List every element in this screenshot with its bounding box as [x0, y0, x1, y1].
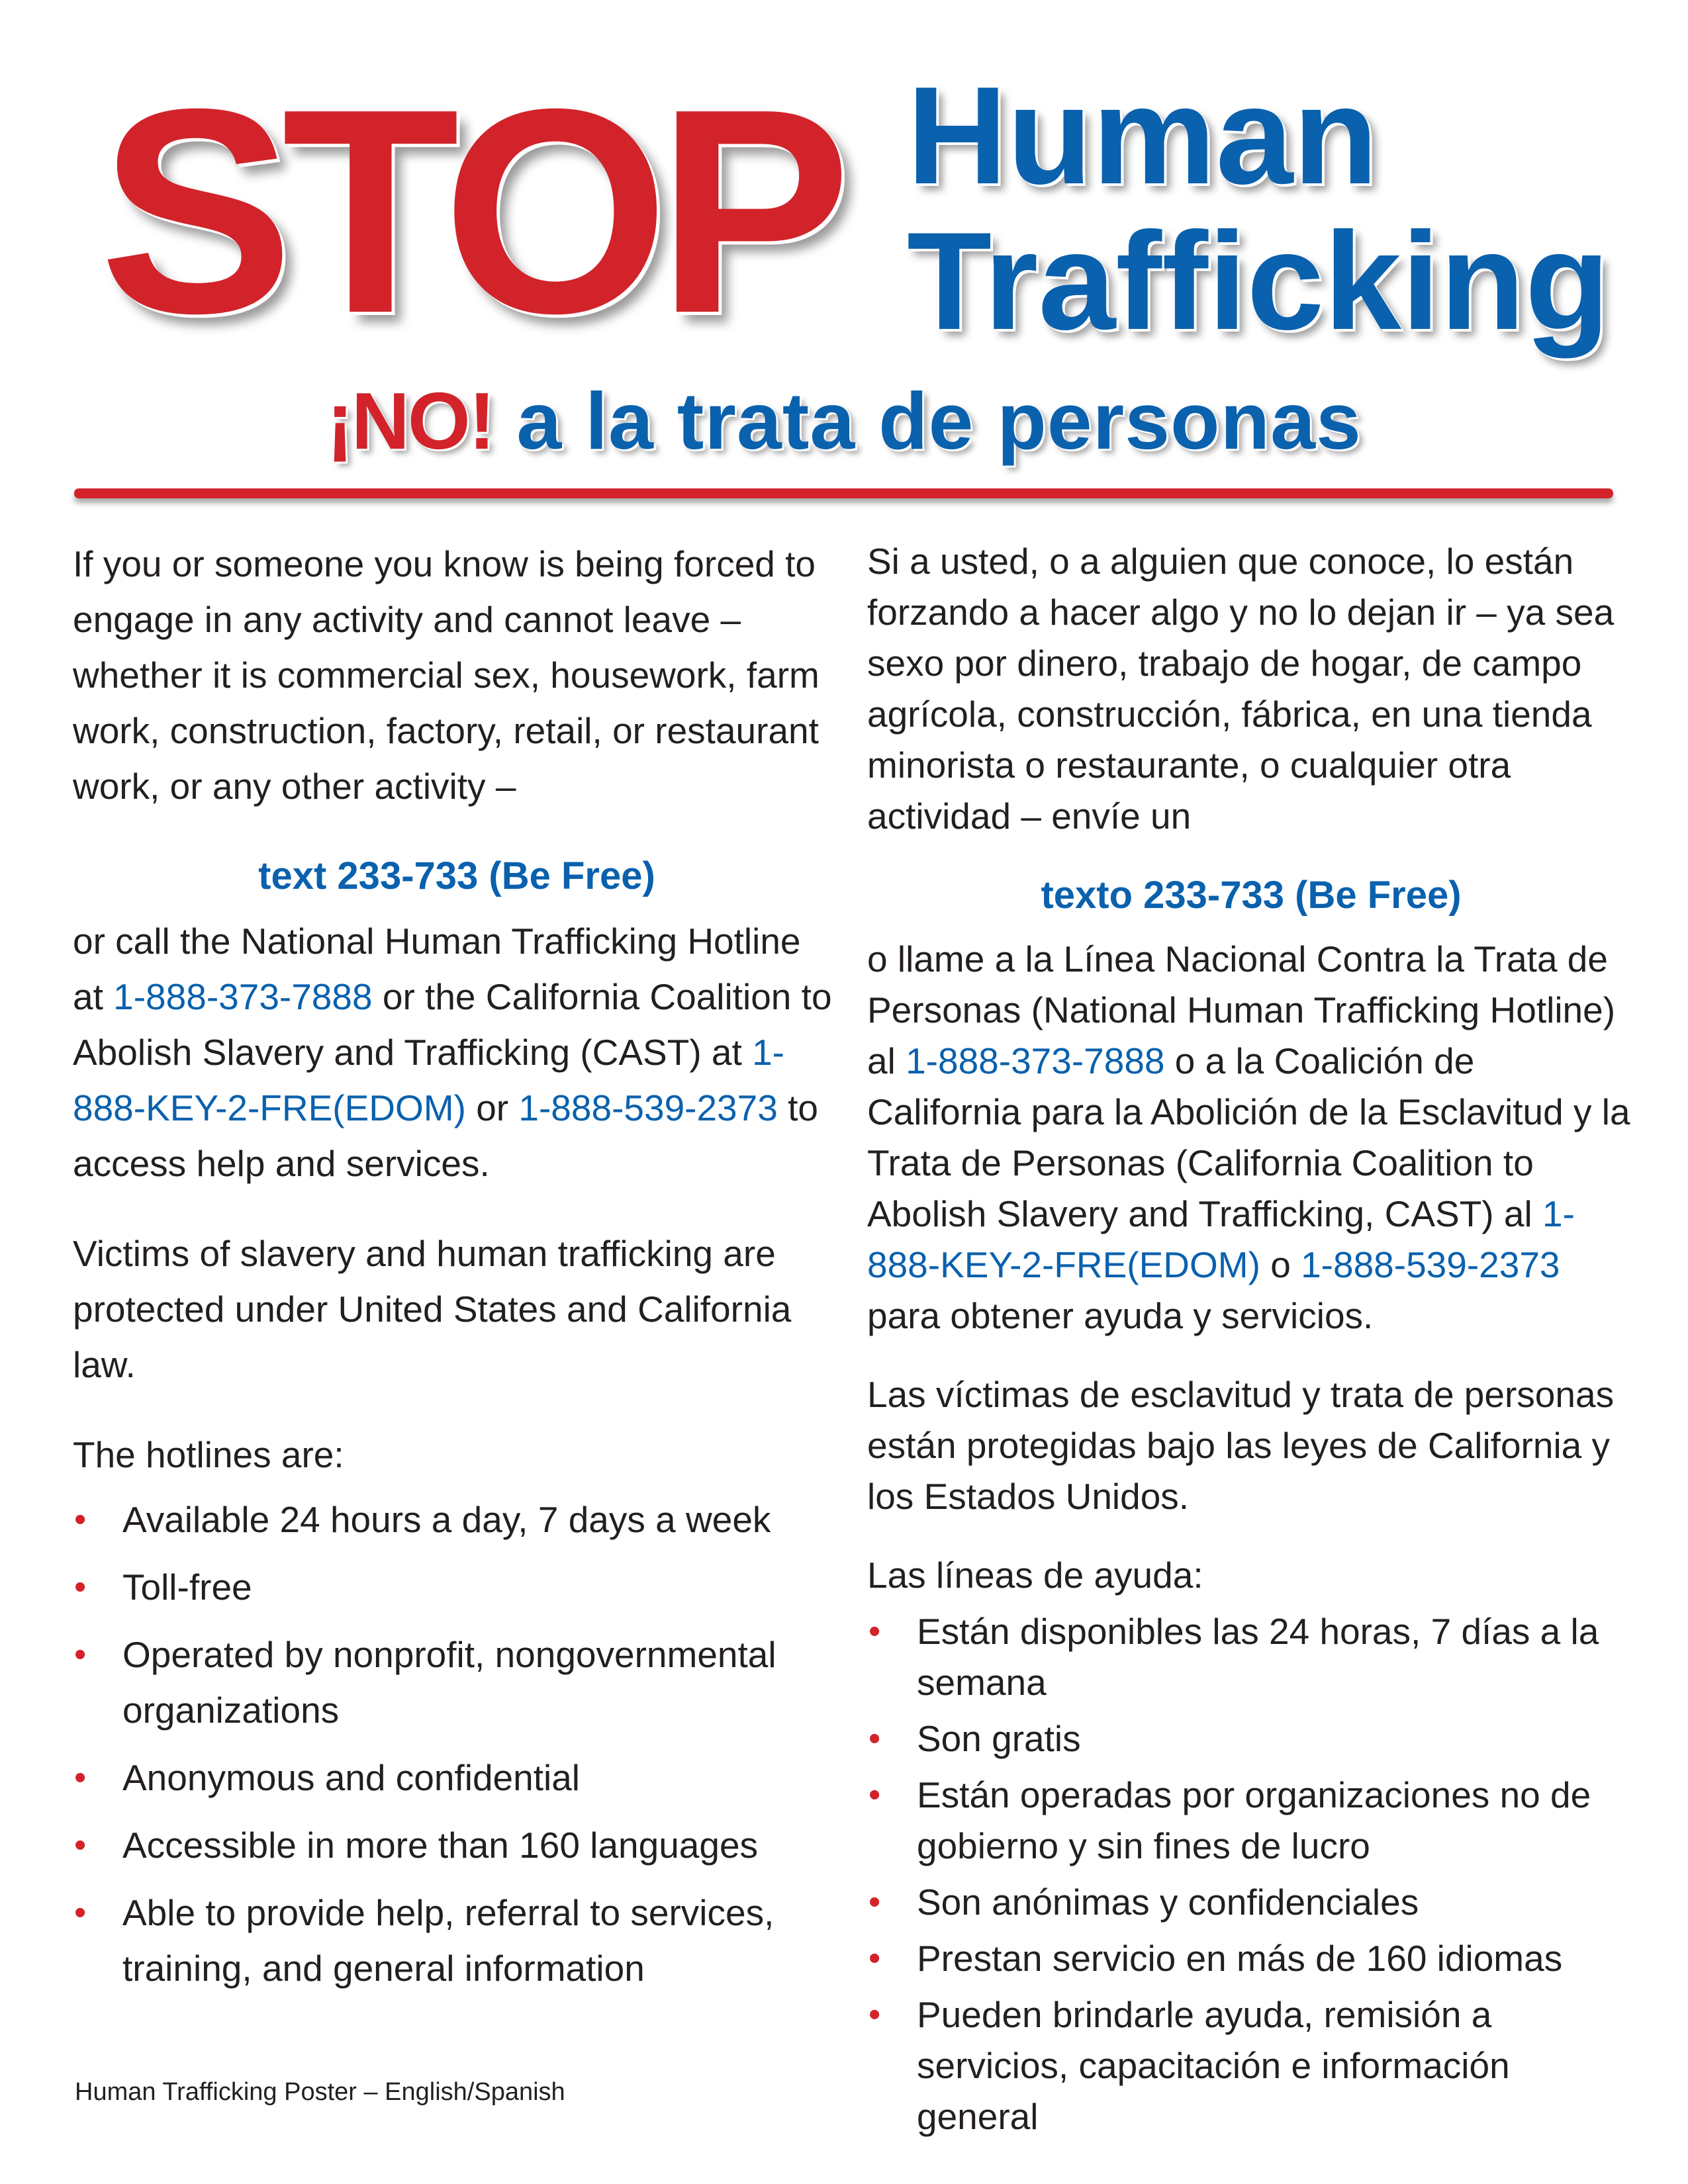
bullet-icon: • — [74, 1500, 87, 1539]
red-divider — [74, 488, 1613, 498]
list-item: • Toll-free — [73, 1559, 841, 1615]
spanish-call-paragraph — [867, 934, 1635, 1342]
list-item: • Available 24 hours a day, 7 days a week — [73, 1492, 841, 1547]
english-intro: If you or someone you know is being forced to engage in any activity and cannot leave – whether it is commercial sex, housework, farm work, construction, factory, retail, or restaurant work, or any other activity – — [73, 543, 820, 807]
bullet-icon: • — [868, 1939, 881, 1978]
spanish-hotline-number: 1-888-373-7888 — [906, 1040, 1165, 1081]
english-hotlines-heading: The hotlines are: — [73, 1434, 344, 1475]
spanish-hotline-list — [867, 1606, 1635, 2142]
footer-caption: Human Trafficking Poster – English/Spanish — [75, 2078, 565, 2106]
list-item: • Able to provide help, referral to services, training, and general information — [73, 1885, 841, 1996]
list-item: • Están operadas por organizaciones no de gobierno y sin fines de lucro — [867, 1770, 1635, 1872]
english-cast-keyword-number: 1-888-KEY-2-FRE(EDOM) — [73, 1032, 784, 1128]
bullet-icon: • — [74, 1568, 87, 1606]
spanish-call-text-3: o — [1260, 1244, 1301, 1285]
bullet-icon: • — [868, 1995, 881, 2034]
bullet-icon: • — [74, 1758, 87, 1797]
english-column — [73, 536, 841, 2008]
spanish-call-text-4: para obtener ayuda y servicios. — [867, 1295, 1374, 1336]
headline-trafficking: Trafficking — [907, 203, 1610, 359]
english-hotline-number: 1-888-373-7888 — [113, 976, 373, 1017]
bullet-icon: • — [868, 1776, 881, 1814]
bullet-icon: • — [868, 1719, 881, 1758]
english-call-text-3: or — [465, 1087, 519, 1128]
english-text-number: text 233-733 (Be Free) — [258, 854, 655, 897]
spanish-protected-paragraph: Las víctimas de esclavitud y trata de personas están protegidas bajo las leyes de California y los Estados Unidos. — [867, 1374, 1615, 1517]
spanish-call-text-2: o a la Coalición de California para la Abolición de la Esclavitud y la Trata de Personas (California Coalition to Abolish Slavery and Trafficking, CAST) al — [867, 1040, 1630, 1234]
spanish-headline-no: ¡NO! — [326, 376, 494, 466]
list-item: • Anonymous and confidential — [73, 1750, 841, 1805]
list-item: • Operated by nonprofit, nongovernmental organizations — [73, 1627, 841, 1738]
spanish-cast-number: 1-888-539-2373 — [1301, 1244, 1560, 1285]
bullet-icon: • — [74, 1635, 87, 1674]
spanish-headline-rest: a la trata de personas — [493, 376, 1362, 466]
bullet-icon: • — [868, 1883, 881, 1921]
headline-human: Human — [907, 58, 1378, 213]
english-protected-paragraph: Victims of slavery and human trafficking are protected under United States and California law. — [73, 1233, 792, 1385]
spanish-call-text-1: o llame a la Línea Nacional Contra la Trata de Personas (National Human Trafficking Hotline) al — [867, 938, 1616, 1081]
bullet-icon: • — [74, 1893, 87, 1932]
list-item: • Son gratis — [867, 1713, 1635, 1764]
spanish-intro: Si a usted, o a alguien que conoce, lo están forzando a hacer algo y no lo dejan ir – ya sea sexo por dinero, trabajo de hogar, de campo agrícola, construcción, fábrica, en una tienda minorista o restaurante, o cualquier otra actividad – envíe un — [867, 541, 1615, 837]
english-call-text-2: or the California Coalition to Abolish Slavery and Trafficking (CAST) at — [73, 976, 832, 1073]
list-item: • Accessible in more than 160 languages — [73, 1817, 841, 1873]
spanish-headline — [0, 376, 1688, 466]
english-call-paragraph — [73, 913, 841, 1191]
spanish-cast-keyword-number: 1-888-KEY-2-FRE(EDOM) — [867, 1193, 1575, 1285]
english-cast-number: 1-888-539-2373 — [518, 1087, 778, 1128]
bullet-icon: • — [868, 1612, 881, 1651]
english-hotline-list — [73, 1492, 841, 1996]
list-item: • Pueden brindarle ayuda, remisión a servicios, capacitación e información general — [867, 1989, 1635, 2142]
bullet-icon: • — [74, 1826, 87, 1864]
english-call-text-1: or call the National Human Trafficking Hotline at — [73, 921, 801, 1017]
list-item: • Prestan servicio en más de 160 idiomas — [867, 1933, 1635, 1984]
list-item: • Son anónimas y confidenciales — [867, 1877, 1635, 1928]
spanish-column — [867, 536, 1635, 2148]
spanish-hotlines-heading: Las líneas de ayuda: — [867, 1555, 1203, 1596]
spanish-text-number: texto 233-733 (Be Free) — [1041, 874, 1462, 917]
english-call-text-4: to access help and services. — [73, 1087, 818, 1184]
stop-headline: STOP — [99, 49, 840, 374]
list-item: • Están disponibles las 24 horas, 7 días a la semana — [867, 1606, 1635, 1708]
